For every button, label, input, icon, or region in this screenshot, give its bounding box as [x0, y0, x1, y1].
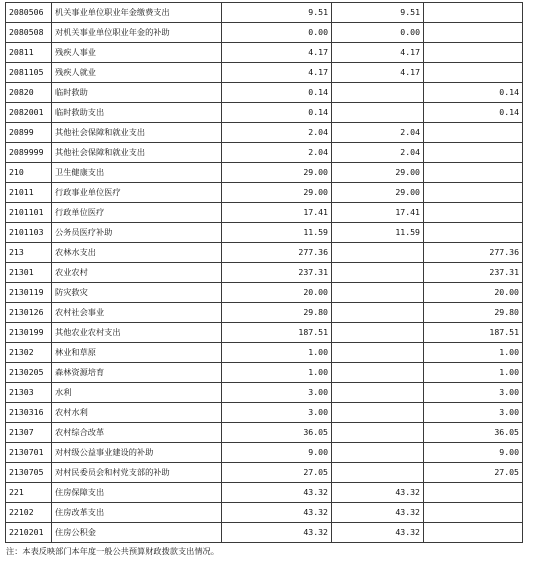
subject-name-cell: 水利 — [52, 383, 222, 403]
subject-code-cell: 21307 — [6, 423, 52, 443]
subject-name-cell: 农村社会事业 — [52, 303, 222, 323]
subject-name-cell: 机关事业单位职业年金缴费支出 — [52, 3, 222, 23]
basic-expenditure-cell: 43.32 — [332, 483, 424, 503]
basic-expenditure-cell — [332, 303, 424, 323]
total-amount-cell: 2.04 — [222, 143, 332, 163]
subject-name-cell: 住房保障支出 — [52, 483, 222, 503]
subject-name-cell: 对村民委员会和村党支部的补助 — [52, 463, 222, 483]
subject-name-cell: 农林水支出 — [52, 243, 222, 263]
project-expenditure-cell — [424, 43, 523, 63]
subject-code-cell: 221 — [6, 483, 52, 503]
project-expenditure-cell: 27.05 — [424, 463, 523, 483]
total-amount-cell: 20.00 — [222, 283, 332, 303]
subject-name-cell: 森林资源培育 — [52, 363, 222, 383]
table-row — [6, 83, 523, 103]
total-amount-cell: 27.05 — [222, 463, 332, 483]
subject-code-cell: 22102 — [6, 503, 52, 523]
subject-code-cell: 2101103 — [6, 223, 52, 243]
table-row — [6, 63, 523, 83]
total-amount-cell: 1.00 — [222, 363, 332, 383]
total-amount-cell: 9.00 — [222, 443, 332, 463]
subject-name-cell: 临时救助支出 — [52, 103, 222, 123]
subject-name-cell: 住房公积金 — [52, 523, 222, 543]
subject-code-cell: 21011 — [6, 183, 52, 203]
basic-expenditure-cell: 2.04 — [332, 143, 424, 163]
project-expenditure-cell — [424, 143, 523, 163]
basic-expenditure-cell: 29.00 — [332, 183, 424, 203]
basic-expenditure-cell — [332, 103, 424, 123]
basic-expenditure-cell: 11.59 — [332, 223, 424, 243]
basic-expenditure-cell: 4.17 — [332, 63, 424, 83]
expenditure-table — [5, 2, 523, 543]
subject-name-cell: 农业农村 — [52, 263, 222, 283]
subject-name-cell: 残疾人就业 — [52, 63, 222, 83]
subject-code-cell: 2080506 — [6, 3, 52, 23]
table-row — [6, 523, 523, 543]
table-row — [6, 23, 523, 43]
total-amount-cell: 29.00 — [222, 183, 332, 203]
project-expenditure-cell — [424, 3, 523, 23]
subject-code-cell: 21303 — [6, 383, 52, 403]
table-row — [6, 323, 523, 343]
subject-code-cell: 2080508 — [6, 23, 52, 43]
total-amount-cell: 11.59 — [222, 223, 332, 243]
project-expenditure-cell — [424, 523, 523, 543]
subject-code-cell: 2130119 — [6, 283, 52, 303]
total-amount-cell: 277.36 — [222, 243, 332, 263]
table-row — [6, 103, 523, 123]
project-expenditure-cell: 20.00 — [424, 283, 523, 303]
subject-code-cell: 21302 — [6, 343, 52, 363]
table-row — [6, 123, 523, 143]
subject-code-cell: 2101101 — [6, 203, 52, 223]
total-amount-cell: 17.41 — [222, 203, 332, 223]
subject-code-cell: 2130705 — [6, 463, 52, 483]
basic-expenditure-cell: 43.32 — [332, 523, 424, 543]
total-amount-cell: 36.05 — [222, 423, 332, 443]
subject-code-cell: 213 — [6, 243, 52, 263]
table-note: 注：本表反映部门本年度一般公共预算财政拨款支出情况。 — [6, 546, 219, 556]
subject-code-cell: 2210201 — [6, 523, 52, 543]
project-expenditure-cell — [424, 23, 523, 43]
table-row — [6, 303, 523, 323]
total-amount-cell: 43.32 — [222, 483, 332, 503]
total-amount-cell: 3.00 — [222, 383, 332, 403]
table-row — [6, 463, 523, 483]
basic-expenditure-cell: 29.00 — [332, 163, 424, 183]
project-expenditure-cell: 9.00 — [424, 443, 523, 463]
subject-name-cell: 卫生健康支出 — [52, 163, 222, 183]
subject-code-cell: 20899 — [6, 123, 52, 143]
project-expenditure-cell: 3.00 — [424, 403, 523, 423]
subject-name-cell: 行政事业单位医疗 — [52, 183, 222, 203]
subject-code-cell: 2081105 — [6, 63, 52, 83]
total-amount-cell: 29.80 — [222, 303, 332, 323]
project-expenditure-cell: 3.00 — [424, 383, 523, 403]
subject-code-cell: 20820 — [6, 83, 52, 103]
table-row — [6, 363, 523, 383]
subject-code-cell: 2130199 — [6, 323, 52, 343]
total-amount-cell: 43.32 — [222, 523, 332, 543]
project-expenditure-cell — [424, 203, 523, 223]
basic-expenditure-cell — [332, 423, 424, 443]
table-row — [6, 383, 523, 403]
subject-name-cell: 其他社会保障和就业支出 — [52, 123, 222, 143]
basic-expenditure-cell — [332, 283, 424, 303]
basic-expenditure-cell — [332, 403, 424, 423]
subject-name-cell: 其他农业农村支出 — [52, 323, 222, 343]
total-amount-cell: 43.32 — [222, 503, 332, 523]
basic-expenditure-cell: 0.00 — [332, 23, 424, 43]
subject-name-cell: 对机关事业单位职业年金的补助 — [52, 23, 222, 43]
subject-name-cell: 林业和草原 — [52, 343, 222, 363]
table-row — [6, 283, 523, 303]
table-row — [6, 443, 523, 463]
project-expenditure-cell — [424, 63, 523, 83]
subject-name-cell: 住房改革支出 — [52, 503, 222, 523]
subject-code-cell: 2130701 — [6, 443, 52, 463]
total-amount-cell: 4.17 — [222, 63, 332, 83]
basic-expenditure-cell — [332, 383, 424, 403]
table-row — [6, 43, 523, 63]
subject-code-cell: 21301 — [6, 263, 52, 283]
table-row — [6, 403, 523, 423]
project-expenditure-cell: 187.51 — [424, 323, 523, 343]
table-body — [6, 3, 523, 543]
project-expenditure-cell: 237.31 — [424, 263, 523, 283]
subject-name-cell: 行政单位医疗 — [52, 203, 222, 223]
subject-name-cell: 农村水利 — [52, 403, 222, 423]
project-expenditure-cell: 36.05 — [424, 423, 523, 443]
subject-code-cell: 20811 — [6, 43, 52, 63]
total-amount-cell: 2.04 — [222, 123, 332, 143]
table-row — [6, 183, 523, 203]
total-amount-cell: 3.00 — [222, 403, 332, 423]
basic-expenditure-cell: 9.51 — [332, 3, 424, 23]
table-row — [6, 503, 523, 523]
total-amount-cell: 29.00 — [222, 163, 332, 183]
project-expenditure-cell — [424, 483, 523, 503]
project-expenditure-cell: 1.00 — [424, 343, 523, 363]
total-amount-cell: 1.00 — [222, 343, 332, 363]
table-row — [6, 203, 523, 223]
project-expenditure-cell: 29.80 — [424, 303, 523, 323]
basic-expenditure-cell — [332, 323, 424, 343]
table-row — [6, 483, 523, 503]
table-row — [6, 343, 523, 363]
basic-expenditure-cell — [332, 243, 424, 263]
table-row — [6, 243, 523, 263]
subject-code-cell: 2089999 — [6, 143, 52, 163]
table-row — [6, 223, 523, 243]
project-expenditure-cell: 0.14 — [424, 83, 523, 103]
basic-expenditure-cell — [332, 343, 424, 363]
table-row — [6, 163, 523, 183]
project-expenditure-cell — [424, 503, 523, 523]
subject-code-cell: 2130126 — [6, 303, 52, 323]
subject-name-cell: 农村综合改革 — [52, 423, 222, 443]
basic-expenditure-cell — [332, 263, 424, 283]
total-amount-cell: 0.14 — [222, 103, 332, 123]
subject-name-cell: 临时救助 — [52, 83, 222, 103]
project-expenditure-cell: 1.00 — [424, 363, 523, 383]
project-expenditure-cell: 0.14 — [424, 103, 523, 123]
project-expenditure-cell — [424, 183, 523, 203]
basic-expenditure-cell: 43.32 — [332, 503, 424, 523]
total-amount-cell: 0.00 — [222, 23, 332, 43]
total-amount-cell: 9.51 — [222, 3, 332, 23]
basic-expenditure-cell — [332, 83, 424, 103]
total-amount-cell: 0.14 — [222, 83, 332, 103]
total-amount-cell: 187.51 — [222, 323, 332, 343]
basic-expenditure-cell — [332, 443, 424, 463]
project-expenditure-cell — [424, 163, 523, 183]
basic-expenditure-cell: 17.41 — [332, 203, 424, 223]
subject-name-cell: 对村级公益事业建设的补助 — [52, 443, 222, 463]
subject-code-cell: 210 — [6, 163, 52, 183]
subject-name-cell: 公务员医疗补助 — [52, 223, 222, 243]
subject-name-cell: 残疾人事业 — [52, 43, 222, 63]
table-row — [6, 423, 523, 443]
basic-expenditure-cell: 4.17 — [332, 43, 424, 63]
basic-expenditure-cell — [332, 463, 424, 483]
project-expenditure-cell — [424, 223, 523, 243]
subject-name-cell: 防灾救灾 — [52, 283, 222, 303]
project-expenditure-cell — [424, 123, 523, 143]
subject-code-cell: 2130316 — [6, 403, 52, 423]
total-amount-cell: 4.17 — [222, 43, 332, 63]
basic-expenditure-cell — [332, 363, 424, 383]
total-amount-cell: 237.31 — [222, 263, 332, 283]
table-row — [6, 3, 523, 23]
project-expenditure-cell: 277.36 — [424, 243, 523, 263]
subject-code-cell: 2130205 — [6, 363, 52, 383]
subject-code-cell: 2082001 — [6, 103, 52, 123]
table-row — [6, 143, 523, 163]
basic-expenditure-cell: 2.04 — [332, 123, 424, 143]
table-row — [6, 263, 523, 283]
subject-name-cell: 其他社会保障和就业支出 — [52, 143, 222, 163]
